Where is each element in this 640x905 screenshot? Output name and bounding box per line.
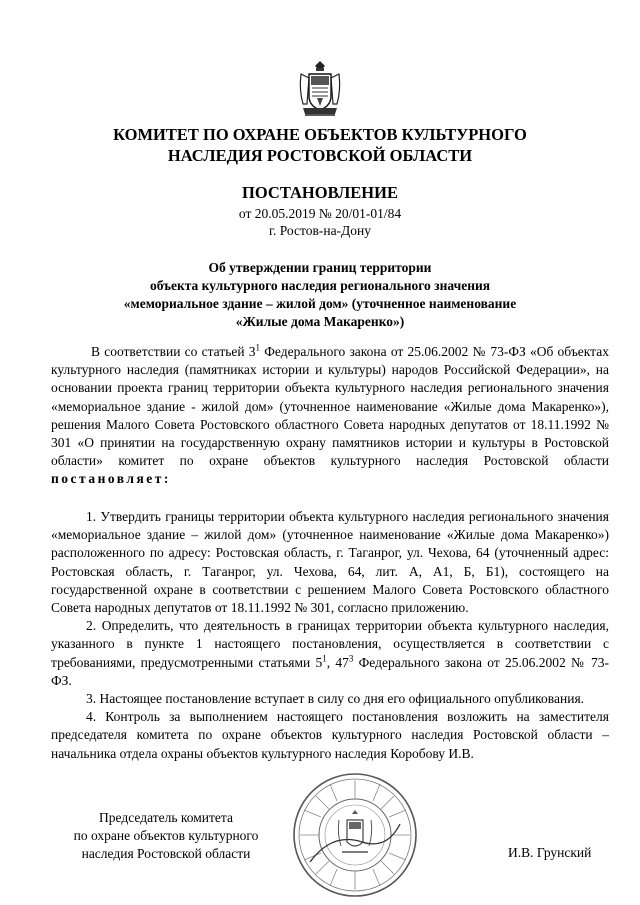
subject-line3: «мемориальное здание – жилой дом» (уточненное наименование [123, 296, 517, 311]
preamble [51, 343, 609, 489]
subject-line1: Об утверждении границ территории [208, 260, 432, 275]
city-name: г. Ростов-на-Дону [268, 223, 371, 238]
preamble-text-part1: В соответствии со статьей 3 [91, 344, 256, 359]
item2-superscript2: 3 [348, 653, 354, 664]
subject-line4: «Жилые дома Макаренко») [235, 314, 405, 329]
decree-item-1: 1. Утвердить границы территории объекта культурного наследия регионального значения «мемориальное здание – жилой дом» (уточненное наименование «Жилые дома Макаренко») расположенного по адресу: Ростовская область, г. Таганрог, ул. Чехова, 64 (уточненный адрес: Ростовская область, г. Таганрог, ул. Чехова, 64, лит. А, А1, Б, Б1), состоящего на государственной охране в соответствии с решением Малого Совета Ростовского областного Совета народных депутатов от 18.11.1992 № 301, согласно приложению. [51, 509, 609, 616]
item2-text-part2: , 47 [326, 654, 349, 670]
position-line2: по охране объектов культурного [73, 828, 259, 844]
subject-line2: объекта культурного наследия регионального значения [149, 278, 491, 293]
decision-word: постановляет: [51, 471, 171, 487]
decree-item-4: 4. Контроль за выполнением настоящего постановления возложить на заместителя председателя комитета по охране объектов культурного наследия Ростовской области – начальника отдела охраны объектов культурного наследия Коробову И.В. [51, 709, 609, 761]
decree-item-3: 3. Настоящее постановление вступает в силу со дня его официального опубликования. [86, 691, 585, 707]
committee-name [0, 124, 640, 166]
decree-subject [0, 259, 640, 331]
item2-superscript1: 1 [322, 653, 327, 664]
committee-name-line1: КОМИТЕТ ПО ОХРАНЕ ОБЪЕКТОВ КУЛЬТУРНОГО [113, 125, 527, 144]
decree-date-number: от 20.05.2019 № 20/01-01/84 [238, 206, 402, 221]
preamble-text-part2: Федерального закона от 25.06.2002 № 73-ФЗ «Об объектах культурного наследия (памятниках истории и культуры) народов Российской Федерации», на основании проекта границ территории объекта культурного наследия регионального значения «мемориальное здание - жилой дом» (уточненное наименование «Жилые дома Макаренко»), решения Малого Совета Ростовского областного Совета народных депутатов от 18.11.1992 № 301 «О принятии на государственную охрану памятников истории и культуры в Ростовской области» комитет по охране объектов культурного наследия Ростовской области [51, 344, 609, 469]
decree-meta [0, 205, 640, 239]
coat-of-arms-emblem [297, 60, 343, 120]
position-line3: наследия Ростовской области [81, 846, 251, 862]
position-line1: Председатель комитета [99, 810, 233, 825]
preamble-paragraph [51, 343, 609, 489]
preamble-superscript: 1 [255, 342, 261, 353]
signatory-position [51, 809, 281, 864]
signatory-name: И.В. Грунский [508, 845, 592, 860]
item2-text-part1: 2. Определить, что деятельность в границах территории объекта культурного наследия, указанного в пункте 1 настоящего постановления, осуществляется в соответствии с требованиями, предусмотренными статьями 5 [51, 618, 609, 670]
official-seal-stamp [292, 772, 418, 898]
item2-text-part3: Федерального закона от 25.06.2002 № 73-ФЗ. [51, 654, 609, 688]
decree-title: ПОСТАНОВЛЕНИЕ [242, 183, 398, 202]
decree-item-2 [51, 617, 609, 690]
decree-items [51, 508, 609, 763]
committee-name-line2: НАСЛЕДИЯ РОСТОВСКОЙ ОБЛАСТИ [167, 146, 473, 165]
